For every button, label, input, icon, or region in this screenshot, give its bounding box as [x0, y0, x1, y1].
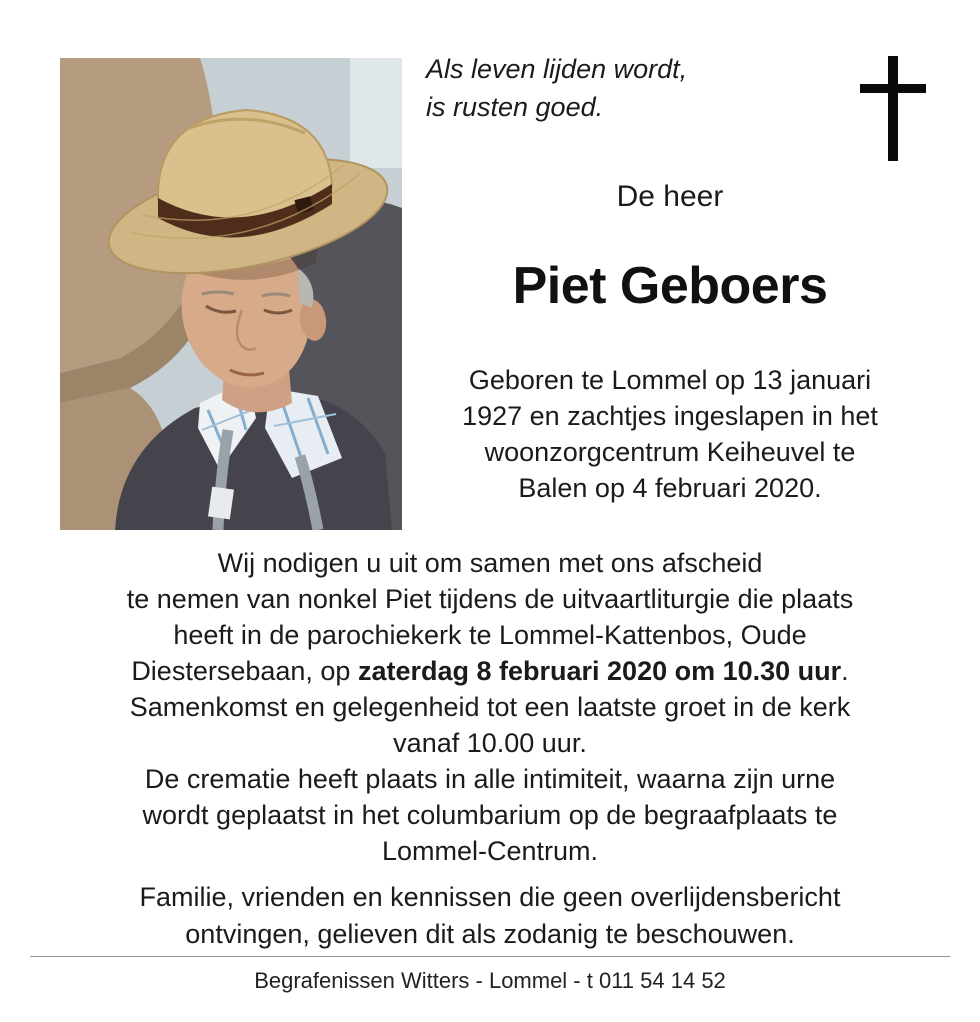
cross-icon	[858, 56, 928, 164]
announcement-line: Lommel-Centrum.	[381, 836, 599, 866]
epitaph-line-2: is rusten goed.	[426, 92, 604, 122]
notice-line: ontvingen, gelieven dit als zodanig te beschouwen.	[185, 919, 795, 949]
epitaph	[426, 50, 687, 126]
announcement-line: wordt geplaatst in het columbarium op de begraafplaats te	[142, 800, 838, 830]
portrait-photo	[60, 58, 402, 530]
portrait-illustration	[60, 58, 402, 530]
funeral-announcement	[40, 545, 940, 869]
announcement-line: Wij nodigen u uit om samen met ons afscheid	[217, 548, 763, 578]
announcement-line: vanaf 10.00 uur.	[393, 728, 587, 758]
funeral-datetime: zaterdag 8 februari 2020 om 10.30 uur	[357, 656, 842, 686]
footer-divider	[30, 956, 950, 957]
life-dates-line: Balen op 4 februari 2020.	[518, 473, 822, 503]
funeral-home-footer: Begrafenissen Witters - Lommel - t 011 54 14 52	[254, 968, 726, 993]
announcement-line: De crematie heeft plaats in alle intimiteit, waarna zijn urne	[144, 764, 836, 794]
notice-line: Familie, vrienden en kennissen die geen overlijdensbericht	[139, 882, 841, 912]
announcement-line	[40, 653, 940, 689]
salutation: De heer	[616, 180, 724, 213]
announcement-date-post: .	[841, 656, 849, 686]
life-dates-line: Geboren te Lommel op 13 januari	[468, 365, 872, 395]
life-dates	[410, 362, 930, 506]
deceased-name: Piet Geboers	[512, 257, 828, 315]
announcement-date-pre: Diestersebaan, op	[131, 656, 358, 686]
notice	[40, 879, 940, 953]
announcement-line: heeft in de parochiekerk te Lommel-Kattenbos, Oude	[173, 620, 807, 650]
epitaph-line-1: Als leven lijden wordt,	[426, 54, 688, 84]
life-dates-line: 1927 en zachtjes ingeslapen in het	[462, 401, 878, 431]
announcement-line: te nemen van nonkel Piet tijdens de uitvaartliturgie die plaats	[126, 584, 854, 614]
life-dates-line: woonzorgcentrum Keiheuvel te	[484, 437, 856, 467]
announcement-line: Samenkomst en gelegenheid tot een laatste groet in de kerk	[129, 692, 851, 722]
